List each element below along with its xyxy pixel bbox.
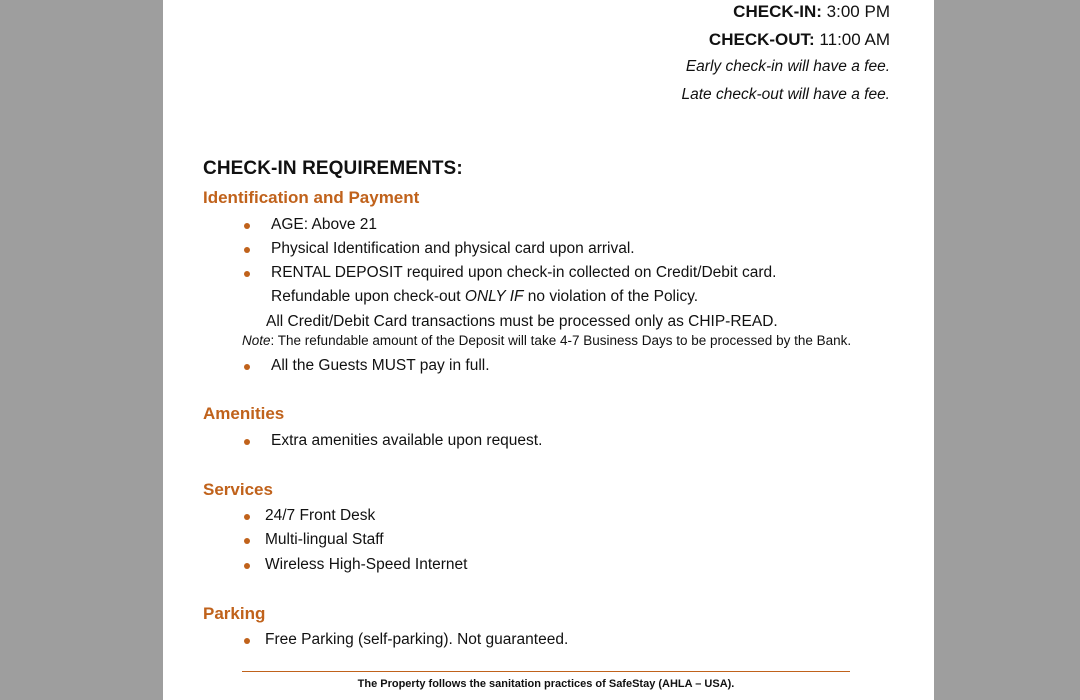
deposit-cont-before: Refundable upon check-out xyxy=(271,288,465,305)
deposit-cont-after: no violation of the Policy. xyxy=(523,288,699,305)
note-text: : The refundable amount of the Deposit will take 4-7 Business Days to be processed by the Bank. xyxy=(270,333,852,348)
checkout-time-line xyxy=(681,26,890,54)
list-item-text: Physical Identification and physical card upon arrival. xyxy=(271,240,635,257)
late-checkout-note: Late check-out will have a fee. xyxy=(681,85,890,103)
deposit-continuation xyxy=(271,288,698,306)
checkout-value: 11:00 AM xyxy=(814,29,890,49)
services-heading: Services xyxy=(203,480,273,499)
bullet-icon xyxy=(244,439,250,445)
list-item-text: Multi-lingual Staff xyxy=(265,531,384,548)
chip-read-line: All Credit/Debit Card transactions must be processed only as CHIP-READ. xyxy=(266,313,778,330)
bullet-icon xyxy=(244,538,250,544)
note-label: Note xyxy=(242,333,271,348)
deposit-cont-emphasis: ONLY IF xyxy=(464,288,524,305)
checkin-value: 3:00 PM xyxy=(821,2,890,21)
bullet-icon xyxy=(244,638,250,644)
footer-text: The Property follows the sanitation practices of SafeStay (AHLA – USA). xyxy=(357,678,735,690)
id-payment-heading: Identification and Payment xyxy=(203,188,420,207)
bullet-icon xyxy=(244,514,250,520)
bullet-icon xyxy=(244,247,250,253)
checkin-times xyxy=(681,0,890,108)
checkin-time-line xyxy=(681,0,890,26)
amenities-heading: Amenities xyxy=(203,404,285,423)
list-item-text: AGE: Above 21 xyxy=(271,216,377,233)
checkout-label: CHECK-OUT: xyxy=(708,29,815,49)
list-item-text: RENTAL DEPOSIT required upon check-in collected on Credit/Debit card. xyxy=(271,264,777,281)
deposit-note xyxy=(242,333,851,348)
list-item-text: Free Parking (self-parking). Not guaranteed. xyxy=(265,631,569,648)
list-item-text: Wireless High-Speed Internet xyxy=(265,556,468,573)
bullet-icon xyxy=(244,563,250,569)
list-item-text: All the Guests MUST pay in full. xyxy=(271,357,490,374)
document-page xyxy=(163,0,934,700)
checkin-label: CHECK-IN: xyxy=(733,2,822,21)
bullet-icon xyxy=(244,271,250,277)
footer-divider xyxy=(242,671,850,672)
parking-heading: Parking xyxy=(203,604,266,623)
list-item-text: 24/7 Front Desk xyxy=(265,507,376,524)
list-item-text: Extra amenities available upon request. xyxy=(271,432,543,449)
early-checkin-note: Early check-in will have a fee. xyxy=(685,58,890,75)
bullet-icon xyxy=(244,223,250,229)
requirements-heading: CHECK-IN REQUIREMENTS: xyxy=(203,158,463,179)
bullet-icon xyxy=(244,364,250,370)
